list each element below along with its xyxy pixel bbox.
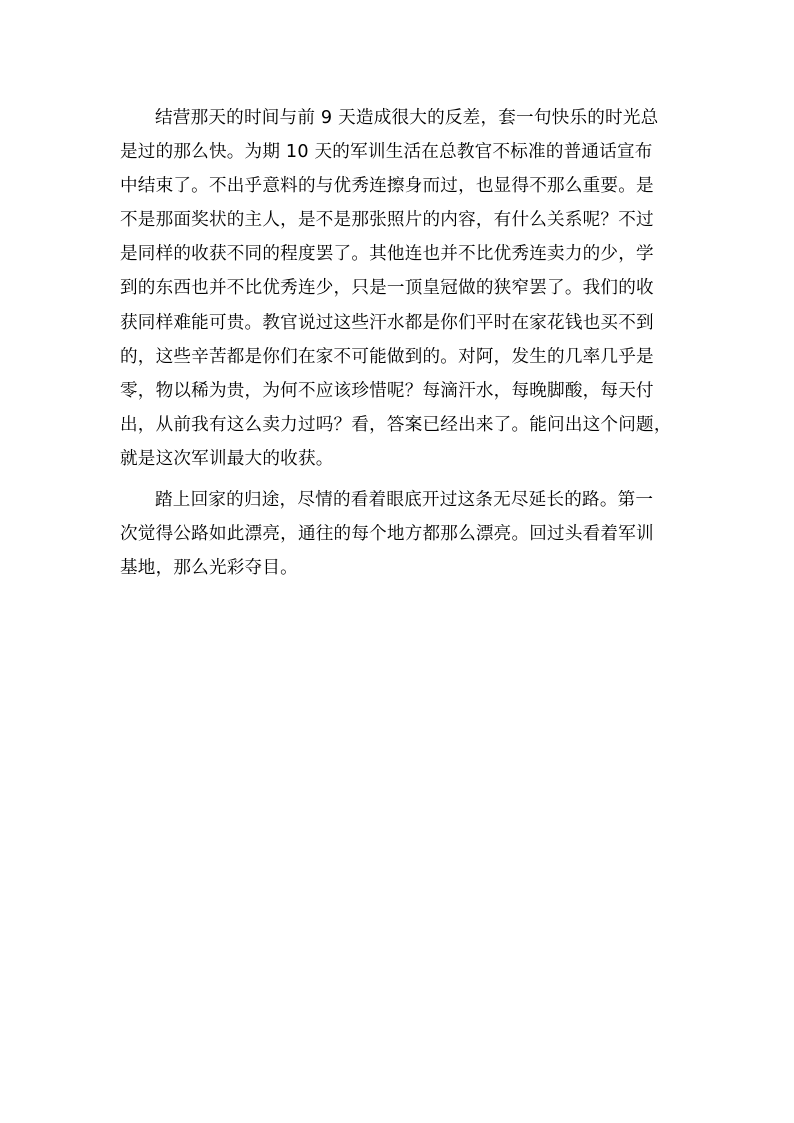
text-line: 出，从前我有这么卖力过吗？看，答案已经出来了。能问出这个问题， (120, 414, 672, 435)
text-line: 踏上回家的归途，尽情的看着眼底开过这条无尽延长的路。第一 (155, 490, 654, 511)
text-line: 中结束了。不出乎意料的与优秀连擦身而过，也显得不那么重要。是 (120, 176, 654, 197)
document-body (120, 101, 675, 592)
text-line: 就是这次军训最大的收获。 (120, 448, 334, 469)
text-line: 基地，那么光彩夺目。 (120, 558, 298, 579)
text-line: 到的东西也并不比优秀连少，只是一顶皇冠做的狭窄罢了。我们的收 (120, 278, 654, 299)
text-line: 获同样难能可贵。教官说过这些汗水都是你们平时在家花钱也买不到 (120, 312, 654, 333)
text-line: 结营那天的时间与前 9 天造成很大的反差，套一句快乐的时光总 (155, 108, 659, 128)
paragraph-2 (120, 483, 675, 585)
text-line: 不是那面奖状的主人，是不是那张照片的内容，有什么关系呢？不过 (120, 210, 654, 231)
text-line: 是同样的收获不同的程度罢了。其他连也并不比优秀连卖力的少，学 (120, 244, 654, 265)
text-line: 零，物以稀为贵，为何不应该珍惜呢？每滴汗水，每晚脚酸，每天付 (120, 380, 654, 401)
text-line: 次觉得公路如此漂亮，通往的每个地方都那么漂亮。回过头看着军训 (120, 524, 654, 545)
text-line: 是过的那么快。为期 10 天的军训生活在总教官不标准的普通话宣布 (120, 142, 653, 163)
paragraph-1 (120, 101, 675, 476)
text-line: 的，这些辛苦都是你们在家不可能做到的。对阿，发生的几率几乎是 (120, 346, 654, 367)
